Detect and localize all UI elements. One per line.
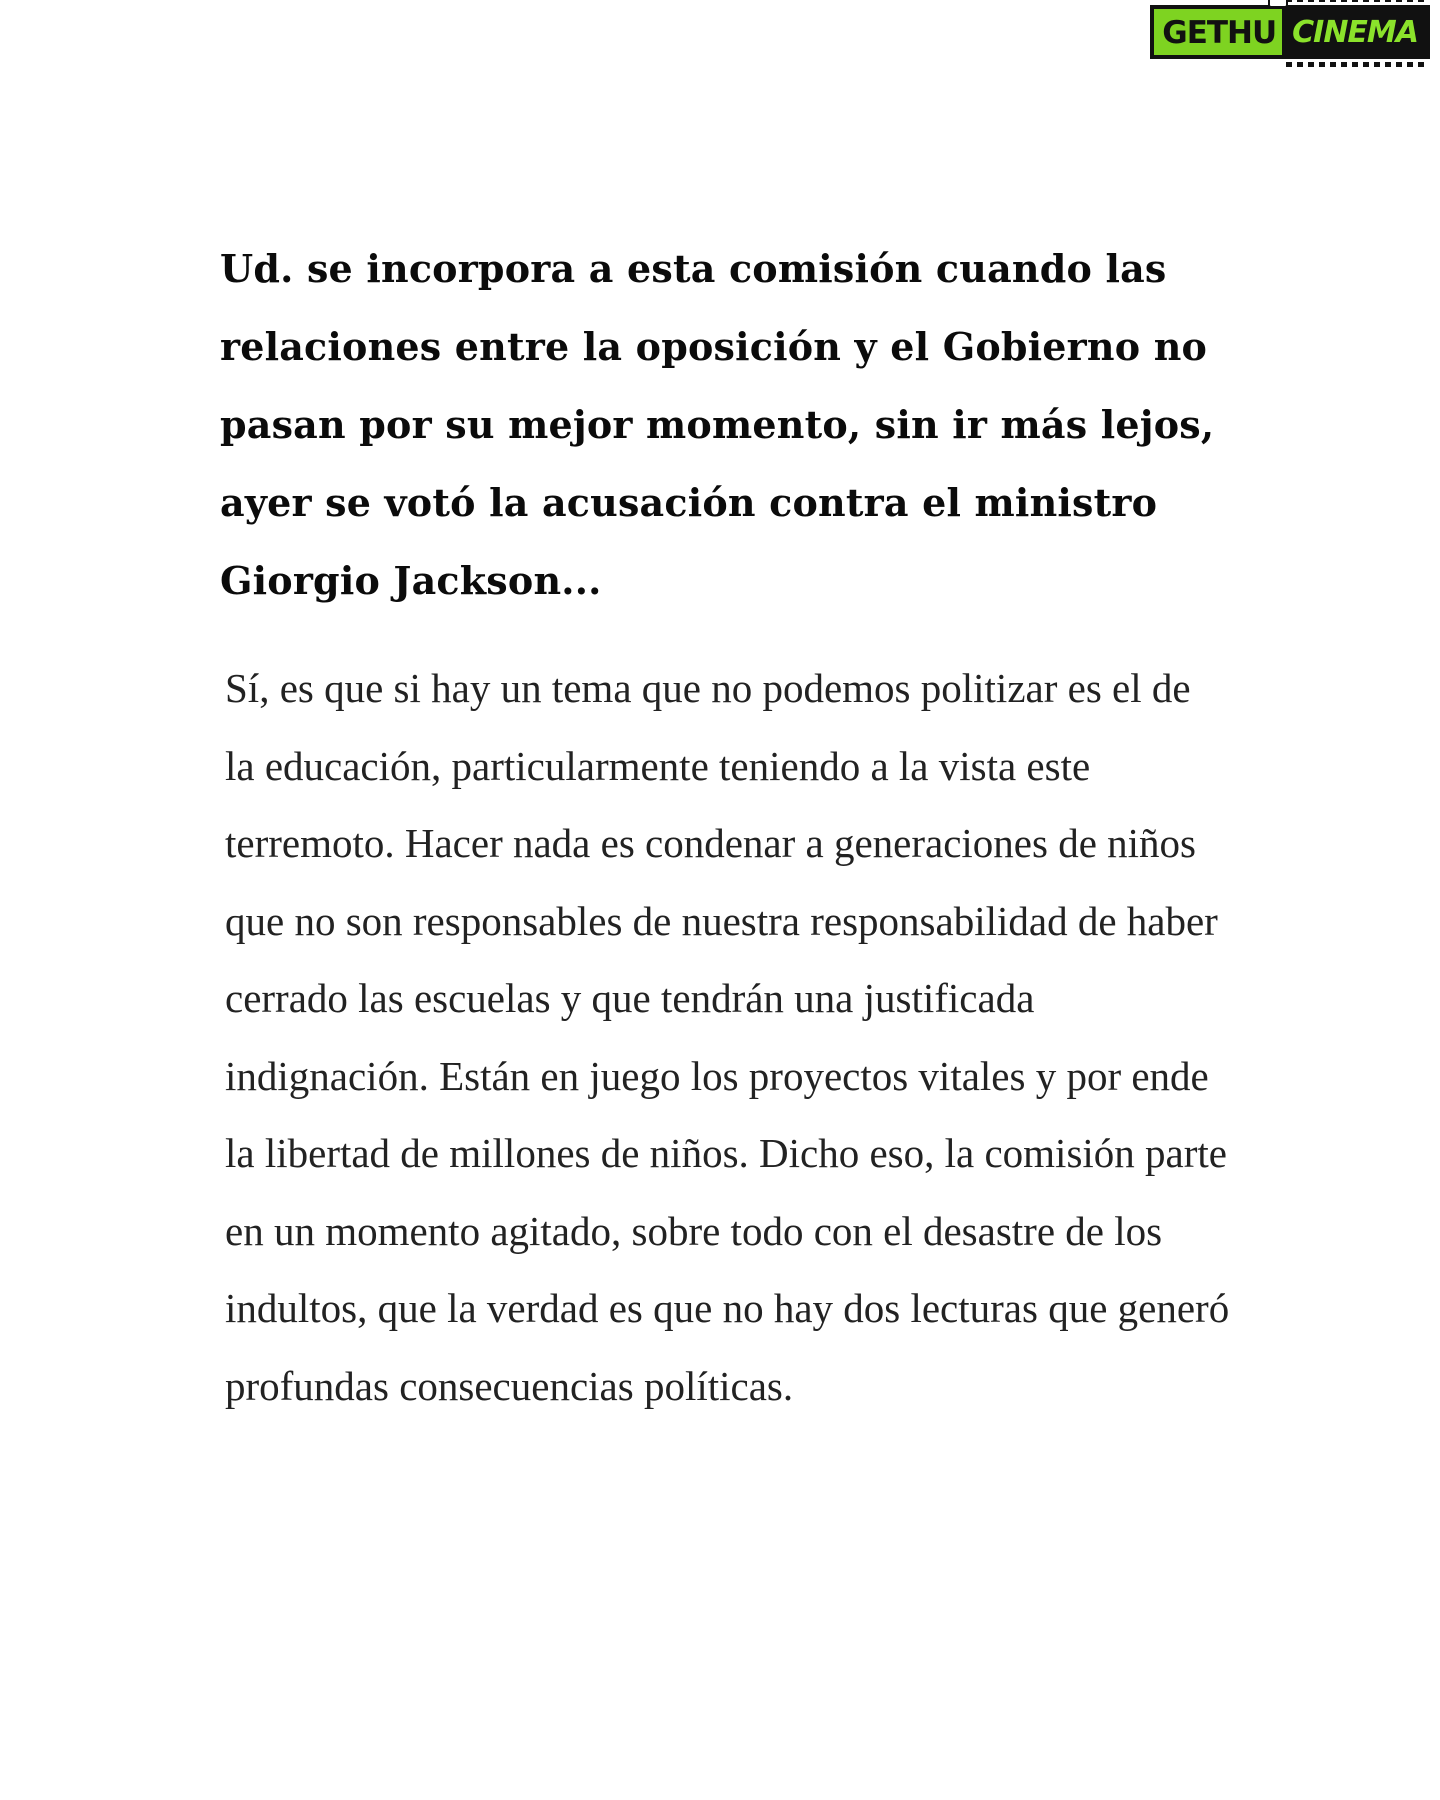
film-strip-icon — [1286, 0, 1426, 2]
watermark-logo — [1150, 4, 1430, 60]
watermark-part-cinema — [1282, 5, 1430, 59]
watermark-part-gethu: GETHU — [1150, 5, 1282, 59]
camera-icon — [1268, 0, 1288, 8]
interview-excerpt — [220, 230, 1230, 1425]
interview-answer: Sí, es que si hay un tema que no podemos politizar es el de la educación, particularmente teniendo a la vista este terremoto. Hacer nada es condenar a generaciones de niños que no son responsables de nuestra responsabilidad de haber cerrado las escuelas y que tendrán una justificada indignación. Están en juego los proyectos vitales y por ende la libertad de millones de niños. Dicho eso, la comisión parte en un momento agitado, sobre todo con el desastre de los indultos, que la verdad es que no hay dos lecturas que generó profundas consecuencias políticas. — [225, 665, 1230, 1409]
film-strip-icon — [1286, 62, 1426, 67]
interview-question: Ud. se incorpora a esta comisión cuando las relaciones entre la oposición y el Gobierno no pasan por su mejor momento, sin ir más lejos, ayer se votó la acusación contra el ministro Giorgio Jackson... — [220, 246, 1215, 603]
watermark-cinema-text: CINEMA — [1292, 15, 1418, 50]
